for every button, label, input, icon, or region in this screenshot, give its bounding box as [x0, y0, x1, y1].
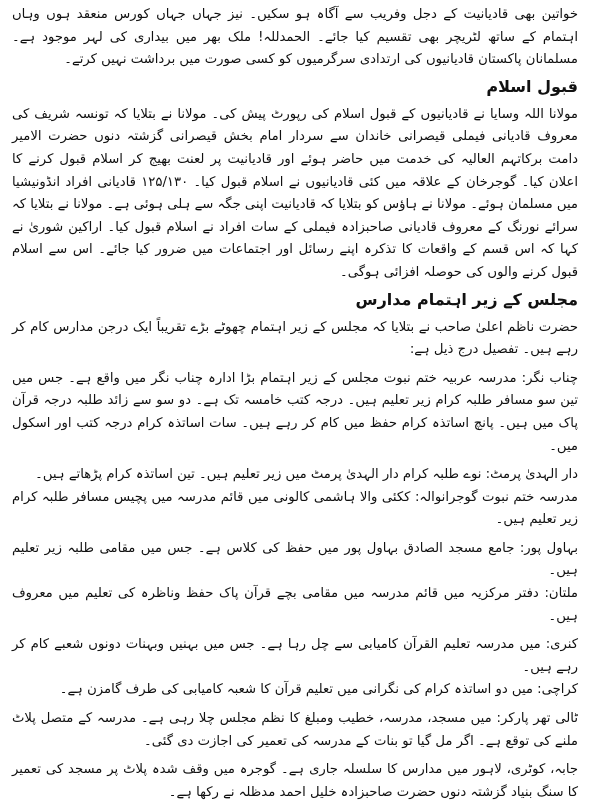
- madrasa-item: جابہ، کوٹری، لاہور میں مدارس کا سلسلہ جاری ہے۔ گوجرہ میں وقف شدہ پلاٹ پر مسجد کی تعمیر کا سنگ بنیاد گزشتہ دنوں حضرت صاحبزادہ خلیل احمد مدظلہ نے رکھا ہے۔: [12, 762, 578, 800]
- madrasa-item: مدرسہ ختم نبوت گوجرانوالہ: ککئی والا ہاشمی کالونی میں قائم مدرسہ میں پچیس مسافر طلبہ کرام زیر تعلیم ہیں۔: [12, 489, 578, 528]
- madrasa-item: ملتان: دفتر مرکزیہ میں قائم مدرسہ میں مقامی بچے قرآن پاک حفظ وناظرہ کی تعلیم میں معروف ہیں۔: [12, 586, 578, 624]
- intro-paragraph: خواتین بھی قادیانیت کے دجل وفریب سے آگاہ ہو سکیں۔ نیز جہاں جہاں کورس منعقد ہوں وہاں اہتمام کے ساتھ لٹریچر بھی تقسیم کیا جائے۔ الحمدللہ! ملک بھر میں بیداری کی لہر موجود ہے۔ مسلمانان پاکستان قادیانیوں کی ارتدادی سرگرمیوں کو کسی صورت میں برداشت نہیں کرتے۔: [12, 7, 578, 68]
- madrasa-item: دار الہدیٰ پرمٹ: نوے طلبہ کرام دار الہدیٰ پرمٹ میں زیر تعلیم ہیں۔ تین اساتذہ کرام پڑھاتے ہیں۔: [35, 467, 578, 483]
- section-heading-madaris: مجلس کے زیر اہتمام مدارس: [355, 289, 578, 309]
- islam-paragraph: مولانا اللہ وسایا نے قادیانیوں کے قبول اسلام کی رپورٹ پیش کی۔ مولانا نے بتلایا کہ تونسہ شریف کی معروف قادیانی فیملی قیصرانی خاندان سے سردار امام بخش قیصرانی گزشتہ دنوں حضرت الامیر دامت برکاتہم العالیہ کی خدمت میں حاضر ہوئے اور قادیانیت پر لعنت بھیج کر اسلام قبول کرنے کا اعلان کیا۔ گوجرخان کے علاقہ میں کئی قادیانیوں نے اسلام قبول کیا۔ ۱۲۵/۱۳۰ قادیانی افراد انڈونیشیا میں مسلمان ہوئے۔ مولانا نے ہاؤس کو بتلایا کہ قادیانیت اپنی جگہ سے ہلی ہوئی ہے۔ مولانا نے بتلایا کہ سرائے نورنگ کے معروف قادیانی صاحبزادہ فیملی کے سات افراد نے اسلام قبول کیا۔ اراکین شوریٰ نے کہا کہ اس قسم کے واقعات کا تذکرہ اپنے رسائل اور اجتماعات میں ضرور کیا جائے۔ اس سے اسلام قبول کرنے والوں کی حوصلہ افزائی ہوگی۔: [12, 106, 578, 280]
- section-heading-islam: قبول اسلام: [486, 76, 578, 96]
- madrasa-item: کراچی: میں دو اساتذہ کرام کی نگرانی میں تعلیم قرآن کا شعبہ کامیابی کی طرف گامزن ہے۔: [59, 682, 578, 698]
- madrasa-item: بہاول پور: جامع مسجد الصادق بہاول پور میں حفظ کی کلاس ہے۔ جس میں مقامی طلبہ زیر تعلیم ہیں۔: [12, 540, 578, 579]
- madrasa-item: کنری: میں مدرسہ تعلیم القرآن کامیابی سے چل رہا ہے۔ جس میں بہنیں وبہنات دونوں شعبے کام کر رہے ہیں۔: [12, 637, 578, 675]
- madaris-intro-paragraph: حضرت ناظم اعلیٰ صاحب نے بتلایا کہ مجلس کے زیر اہتمام چھوٹے بڑے تقریباً ایک درجن مدارس کام کر رہے ہیں۔ تفصیل درج ذیل ہے:: [12, 319, 578, 358]
- madrasa-item: ٹالی تھر پارکر: میں مسجد، مدرسہ، خطیب ومبلغ کا نظم مجلس چلا رہی ہے۔ مدرسہ کے متصل پلاٹ ملنے کی توقع ہے۔ اگر مل گیا تو بنات کے مدرسہ کی تعمیر کی اجازت دی گئی۔: [12, 711, 578, 749]
- chenab-nagar-paragraph: چناب نگر: مدرسہ عربیہ ختم نبوت مجلس کے زیر اہتمام بڑا ادارہ چناب نگر میں واقع ہے۔ جس میں تین سو مسافر طلبہ کرام زیر تعلیم ہیں۔ درجہ کتب خامسہ تک ہے۔ دو سو سے زائد طلبہ درجہ قرآن پاک میں ہیں۔ پانچ اساتذہ کرام حفظ میں کام کر رہے ہیں۔ سات اساتذہ کرام درجہ کتب اور اسکول میں۔: [12, 370, 578, 454]
